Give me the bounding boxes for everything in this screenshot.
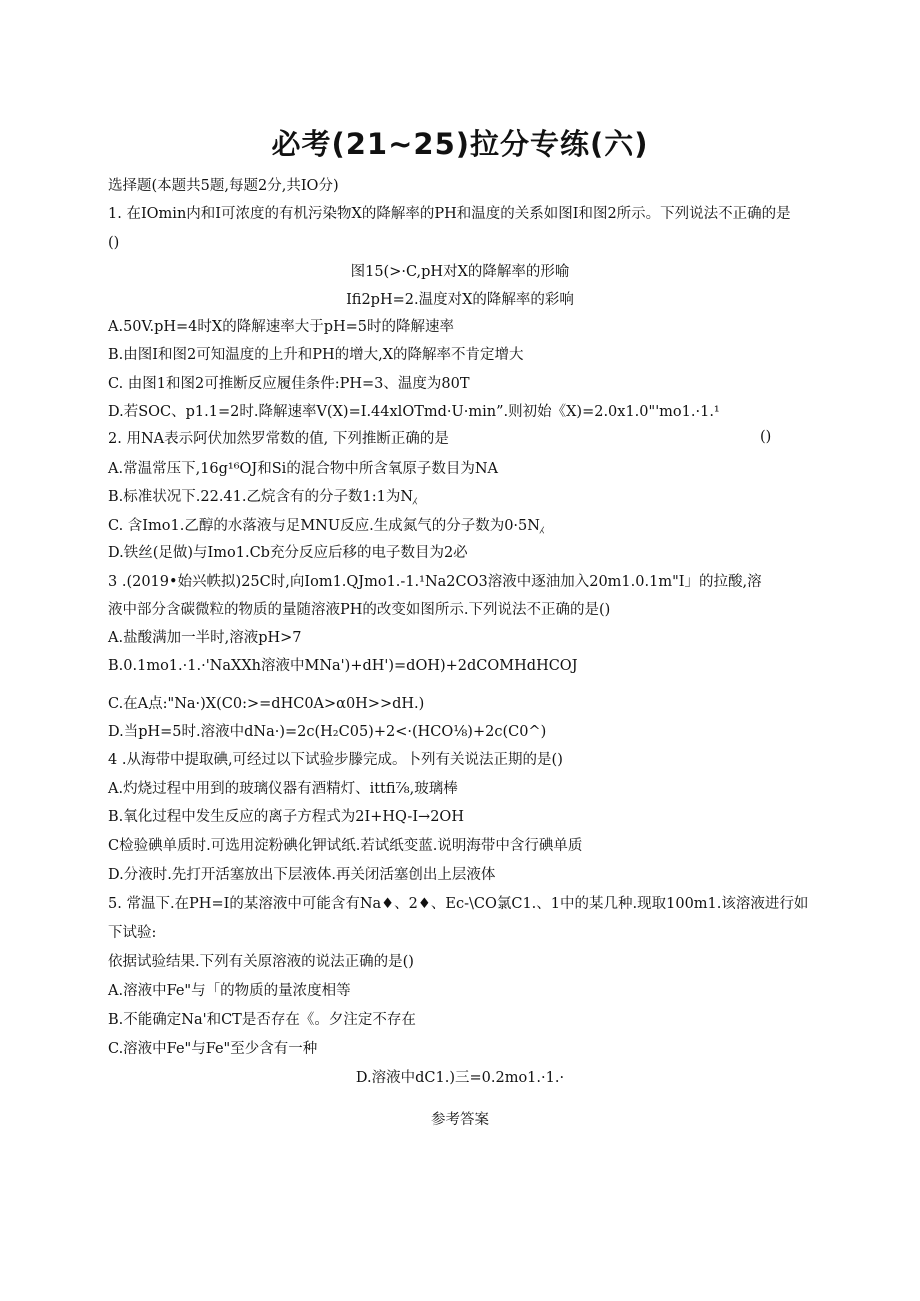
text-line: A.常温常压下,16g¹⁶OJ和Si的混合物中所含氧原子数目为NA	[108, 461, 498, 477]
text-line: A.50V.pH=4时X的降解速率大于pH=5时的降解速率	[108, 319, 455, 335]
text-line: D.若SOC、p1.1=2时.降解速率V(X)=I.44xlOTmd·U·min”.则初始《X)=2.0x1.0"'mo1.·1.¹	[108, 404, 720, 420]
q2-answer-bracket: ()	[760, 429, 772, 445]
text-line: 5. 常温下.在PH=I的某溶液中可能含有Na♦、2♦、Ec-\CO氯C1.、1中的某几种.现取100m1.该溶液进行如	[108, 896, 809, 912]
text-line: 1. 在IOmin内和I可浓度的有机污染物X的降解率的PH和温度的关系如图I和图2所示。下列说法不正确的是	[108, 206, 791, 222]
text-line: B.由图I和图2可知温度的上升和PH的增大,X的降解率不肯定增大	[108, 347, 524, 363]
text-line: 2. 用NA表示阿伏加然罗常数的值, 下列推断正确的是	[108, 431, 449, 447]
centered-caption: D.溶液中dC1.)三=0.2mo1.·1.·	[355, 1070, 565, 1086]
text-line: C. 由图1和图2可推断反应履佳条件:PH=3、温度为80T	[108, 376, 470, 392]
text-line: B.标准状况下.22.41.乙烷含有的分子数1:1为N⁁	[108, 489, 417, 505]
centered-caption: Ifi2pH=2.温度对X的降解率的彩响	[346, 292, 574, 308]
text-line: C.溶液中Fe"与Fe"至少含有一种	[108, 1041, 318, 1057]
text-line: A.灼烧过程中用到的玻璃仪器有酒精灯、ittfi⅞,玻璃棒	[108, 781, 458, 797]
text-line: D.分液时.先打开活塞放出下层液体.再关闭活塞创出上层液体	[108, 867, 496, 883]
centered-caption: 图15(>·C,pH对X的降解率的形喻	[350, 264, 570, 280]
text-line: 下试验:	[108, 925, 157, 941]
text-line: B.0.1mo1.·1.·'NaXXh溶液中MNa')+dH')=dOH)+2dCOMHdHCOJ	[108, 658, 578, 674]
text-line: D.铁丝(足做)与Imo1.Cb充分反应后移的电子数目为2必	[108, 545, 468, 561]
text-line: D.当pH=5时.溶液中dNa·)=2c(H₂C05)+2<·(HCO⅛)+2c(C0^)	[108, 724, 547, 740]
text-line: 依据试验结果.下列有关原溶液的说法正确的是()	[108, 954, 414, 970]
text-line: A.溶液中Fe"与「的物质的量浓度相等	[108, 983, 351, 999]
text-line: 选择题(本题共5题,每题2分,共IO分)	[108, 178, 339, 194]
page-title: 必考(21~25)拉分专练(六)	[271, 127, 649, 161]
text-line: C. 含Imo1.乙醇的水落液与足MNU反应.生成氮气的分子数为0·5N⁁	[108, 518, 544, 534]
text-line: B.氧化过程中发生反应的离子方程式为2I+HQ-I→2OH	[108, 809, 464, 825]
text-line: 3 .(2019•始兴帙拟)25C时,向Iom1.QJmo1.-1.¹Na2CO3溶液中逐油加入20m1.0.1m"I」的拉酸,溶	[108, 574, 762, 590]
text-line: C检验碘单质时.可选用淀粉碘化钾试纸.若试纸变蓝.说明海带中含行碘单质	[108, 838, 583, 854]
text-line: 液中部分含碳微粒的物质的量随溶液PH的改变如图所示.下列说法不正确的是()	[108, 602, 611, 618]
text-line: 4 .从海带中提取碘,可经过以下试验步滕完成。卜列有关说法正期的是()	[108, 752, 563, 768]
text-line: ()	[108, 235, 120, 251]
text-line: C.在A点:"Na·)X(C0:>=dHC0A>α0H>>dH.)	[108, 696, 425, 712]
text-line: B.不能确定Na'和CT是否存在《。夕注定不存在	[108, 1012, 416, 1028]
text-line: A.盐酸满加一半时,溶液pH>7	[108, 630, 302, 646]
answer-heading: 参考答案	[431, 1112, 489, 1128]
